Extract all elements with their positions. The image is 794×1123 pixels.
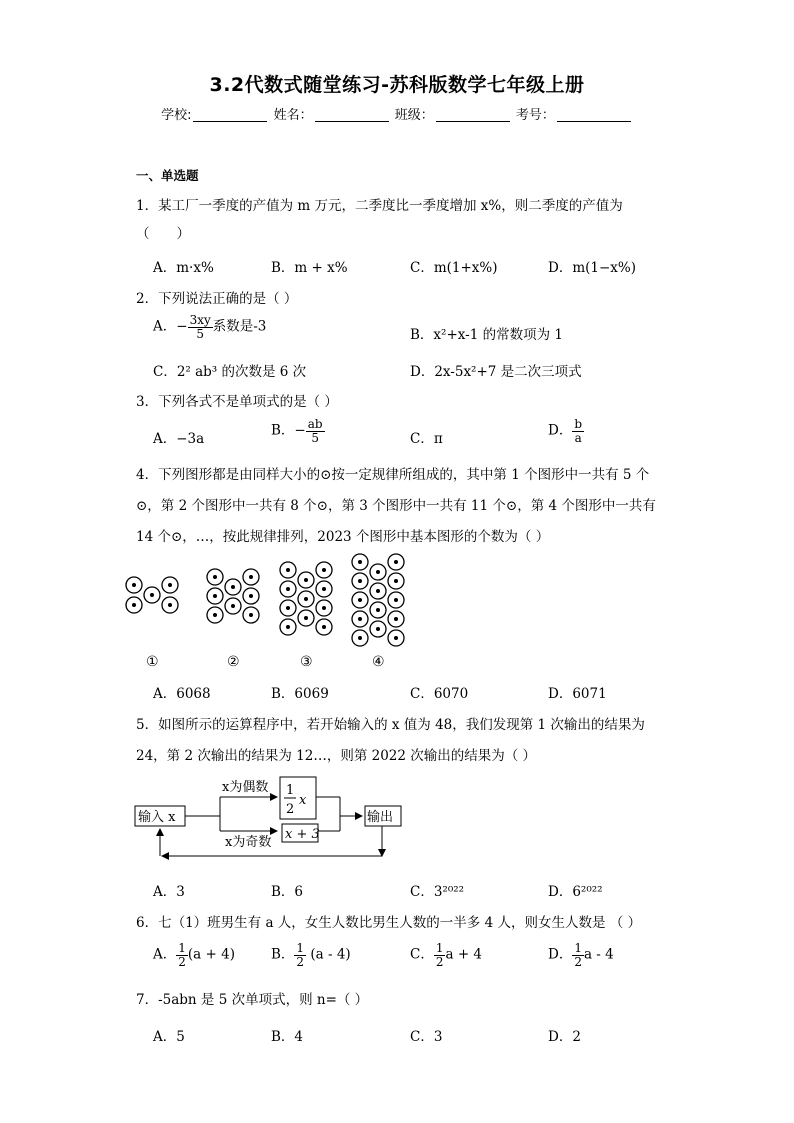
q3-option-a[interactable]: A．−3a bbox=[153, 431, 205, 447]
fraction-numerator: 1 bbox=[296, 941, 305, 955]
fraction-numerator: b bbox=[574, 417, 583, 431]
circle-center-dot bbox=[286, 625, 290, 629]
circle-center-dot bbox=[304, 578, 308, 582]
q3-option-b-label: B．− bbox=[271, 422, 306, 439]
fraction-numerator: 1 bbox=[435, 941, 444, 955]
q5-option-d[interactable]: D．6²⁰²² bbox=[548, 884, 603, 900]
q2-option-d[interactable]: D．2x-5x²+7 是二次三项式 bbox=[410, 364, 582, 380]
q6-option-a-fraction bbox=[176, 942, 188, 968]
circle-center-dot bbox=[358, 560, 362, 564]
circle-center-dot bbox=[231, 585, 235, 589]
circle-center-dot bbox=[304, 597, 308, 601]
fraction-denominator: 5 bbox=[311, 430, 319, 445]
q1-option-c[interactable]: C．m(1+x%) bbox=[410, 260, 498, 276]
fraction-denominator: 2 bbox=[574, 954, 582, 969]
exam-no-blank[interactable] bbox=[557, 107, 631, 122]
circle-center-dot bbox=[304, 616, 308, 620]
circle-center-dot bbox=[322, 568, 326, 572]
q5-option-b[interactable]: B．6 bbox=[271, 884, 304, 900]
figure-4 bbox=[352, 554, 404, 670]
student-info-row bbox=[0, 104, 794, 123]
q4-option-a[interactable]: A．6068 bbox=[153, 686, 211, 702]
q6-option-c-fraction bbox=[434, 942, 446, 968]
page-title: 3.2代数式随堂练习-苏科版数学七年级上册 bbox=[209, 74, 585, 96]
q6-option-a-label: A． bbox=[153, 946, 177, 963]
q1-line2: （ ） bbox=[136, 226, 190, 242]
q4-line3: 14 个⊙，…，按此规律排列，2023 个图形中基本图形的个数为（ ） bbox=[136, 529, 550, 545]
circle-center-dot bbox=[213, 594, 217, 598]
class-blank[interactable] bbox=[436, 107, 510, 122]
figure-label-4: ④ bbox=[372, 654, 385, 670]
circle-center-dot bbox=[322, 606, 326, 610]
circle-center-dot bbox=[322, 587, 326, 591]
circle-center-dot bbox=[376, 627, 380, 631]
output-label: 输出 bbox=[367, 810, 394, 825]
circle-center-dot bbox=[358, 579, 362, 583]
circle-center-dot bbox=[394, 617, 398, 621]
q1-option-b[interactable]: B．m + x% bbox=[271, 260, 348, 276]
q3-option-b-fraction bbox=[306, 418, 325, 444]
operation-flowchart bbox=[130, 772, 410, 864]
q2-option-a-label: A．− bbox=[153, 318, 188, 335]
odd-label: x为奇数 bbox=[225, 835, 272, 850]
school-blank[interactable] bbox=[193, 107, 267, 122]
q6-option-b[interactable] bbox=[271, 942, 351, 968]
figure-3 bbox=[280, 562, 332, 670]
circle-center-dot bbox=[322, 625, 326, 629]
fraction-denominator: 2 bbox=[296, 954, 305, 969]
q3-option-d-label: D． bbox=[548, 422, 573, 439]
q3-option-c[interactable]: C．π bbox=[410, 431, 443, 447]
half-variable: x bbox=[299, 793, 307, 808]
class-label: 班级： bbox=[394, 108, 434, 123]
fraction-numerator: 3xy bbox=[189, 313, 211, 327]
circle-center-dot bbox=[213, 613, 217, 617]
circle-center-dot bbox=[394, 579, 398, 583]
circle-center-dot bbox=[394, 598, 398, 602]
fraction-denominator: 2 bbox=[178, 954, 186, 969]
q6-stem: 6．七（1）班男生有 a 人，女生人数比男生人数的一半多 4 人，则女生人数是 （ ） bbox=[136, 915, 642, 931]
q2-option-a[interactable] bbox=[153, 314, 266, 340]
figure-label-3: ③ bbox=[300, 654, 313, 670]
circle-center-dot bbox=[394, 560, 398, 564]
circle-center-dot bbox=[168, 583, 172, 587]
name-label: 姓名： bbox=[273, 108, 313, 123]
q6-option-b-fraction bbox=[294, 942, 306, 968]
q2-option-c[interactable]: C．2² ab³ 的次数是 6 次 bbox=[153, 364, 307, 380]
q1-line1: 1．某工厂一季度的产值为 m 万元，二季度比一季度增加 x%，则二季度的产值为 bbox=[136, 198, 623, 214]
q6-option-d-fraction bbox=[572, 942, 584, 968]
q6-option-b-label: B． bbox=[271, 946, 295, 963]
even-label: x为偶数 bbox=[222, 780, 269, 795]
q2-option-b[interactable]: B．x²+x-1 的常数项为 1 bbox=[410, 327, 563, 343]
circle-center-dot bbox=[231, 604, 235, 608]
circle-center-dot bbox=[286, 568, 290, 572]
q3-option-b[interactable] bbox=[271, 418, 325, 444]
circle-center-dot bbox=[249, 613, 253, 617]
circle-center-dot bbox=[249, 575, 253, 579]
q7-option-b[interactable]: B．4 bbox=[271, 1029, 304, 1045]
fraction-denominator: 5 bbox=[196, 326, 204, 341]
circle-center-dot bbox=[376, 608, 380, 612]
input-label: 输入 x bbox=[138, 810, 176, 825]
q6-option-a-tail: (a + 4) bbox=[187, 946, 235, 963]
q3-stem: 3．下列各式不是单项式的是（ ） bbox=[136, 394, 338, 410]
q1-option-a[interactable]: A．m·x% bbox=[153, 260, 214, 276]
circle-center-dot bbox=[249, 594, 253, 598]
circle-center-dot bbox=[376, 570, 380, 574]
q4-option-c[interactable]: C．6070 bbox=[410, 686, 469, 702]
circle-center-dot bbox=[213, 575, 217, 579]
q2-option-a-fraction bbox=[188, 314, 213, 340]
circle-center-dot bbox=[358, 636, 362, 640]
q5-line2: 24，第 2 次输出的结果为 12…，则第 2022 次输出的结果为（ ） bbox=[136, 748, 537, 764]
fraction-denominator: a bbox=[574, 430, 582, 445]
circle-center-dot bbox=[132, 583, 136, 587]
q6-option-c-label: C． bbox=[410, 946, 434, 963]
fraction-numerator: 1 bbox=[574, 941, 582, 955]
school-label: 学校: bbox=[161, 108, 192, 123]
q2-option-a-tail: 系数是-3 bbox=[212, 318, 267, 335]
q4-line1: 4．下列图形都是由同样大小的⊙按一定规律所组成的，其中第 1 个图形中一共有 5 个 bbox=[136, 467, 650, 483]
circle-center-dot bbox=[150, 593, 154, 597]
q6-option-b-tail: (a - 4) bbox=[306, 946, 351, 963]
circle-center-dot bbox=[286, 606, 290, 610]
figure-label-2: ② bbox=[227, 654, 240, 670]
q7-option-a[interactable]: A．5 bbox=[153, 1029, 185, 1045]
circle-center-dot bbox=[286, 587, 290, 591]
q2-stem: 2．下列说法正确的是（ ） bbox=[136, 291, 298, 307]
q5-option-c[interactable]: C．3²⁰²² bbox=[410, 884, 465, 900]
q5-line1: 5．如图所示的运算程序中，若开始输入的 x 值为 48，我们发现第 1 次输出的结果为 bbox=[136, 717, 645, 733]
q4-option-b[interactable]: B．6069 bbox=[271, 686, 329, 702]
exam-no-label: 考号： bbox=[515, 108, 555, 123]
q6-option-c[interactable] bbox=[410, 942, 482, 968]
name-blank[interactable] bbox=[315, 107, 389, 122]
q1-option-d[interactable]: D．m(1−x%) bbox=[548, 260, 637, 276]
x-plus-3-label: x + 3 bbox=[285, 827, 320, 842]
circle-center-dot bbox=[168, 603, 172, 607]
circle-center-dot bbox=[358, 598, 362, 602]
q6-option-d[interactable] bbox=[548, 942, 614, 968]
fraction-numerator: ab bbox=[307, 417, 323, 431]
q3-option-d[interactable] bbox=[548, 418, 584, 444]
q5-option-a[interactable]: A．3 bbox=[153, 884, 185, 900]
half-numerator: 1 bbox=[286, 783, 295, 798]
q6-option-c-tail: a + 4 bbox=[445, 946, 483, 963]
q4-option-d[interactable]: D．6071 bbox=[548, 686, 607, 702]
circle-center-dot bbox=[394, 636, 398, 640]
circle-center-dot bbox=[358, 617, 362, 621]
q6-option-d-label: D． bbox=[548, 946, 573, 963]
q4-line2: ⊙，第 2 个图形中一共有 8 个⊙，第 3 个图形中一共有 11 个⊙，第 4 个图形中一共有 bbox=[136, 498, 656, 514]
q6-option-d-tail: a - 4 bbox=[583, 946, 614, 963]
figure-label-1: ① bbox=[146, 654, 159, 670]
q3-option-d-fraction bbox=[572, 418, 584, 444]
fraction-denominator: 2 bbox=[435, 954, 444, 969]
section-heading: 一、单选题 bbox=[136, 168, 199, 183]
circle-pattern-figures bbox=[120, 550, 440, 675]
circle-center-dot bbox=[132, 603, 136, 607]
circle-center-dot bbox=[376, 589, 380, 593]
q7-option-c[interactable]: C．3 bbox=[410, 1029, 443, 1045]
figure-2 bbox=[207, 569, 259, 670]
q6-option-a[interactable] bbox=[153, 942, 235, 968]
q7-option-d[interactable]: D．2 bbox=[548, 1029, 581, 1045]
figure-1 bbox=[126, 577, 178, 670]
fraction-numerator: 1 bbox=[178, 941, 186, 955]
half-denominator: 2 bbox=[286, 802, 295, 817]
q7-stem: 7．-5abn 是 5 次单项式，则 n=（ ） bbox=[136, 992, 369, 1008]
